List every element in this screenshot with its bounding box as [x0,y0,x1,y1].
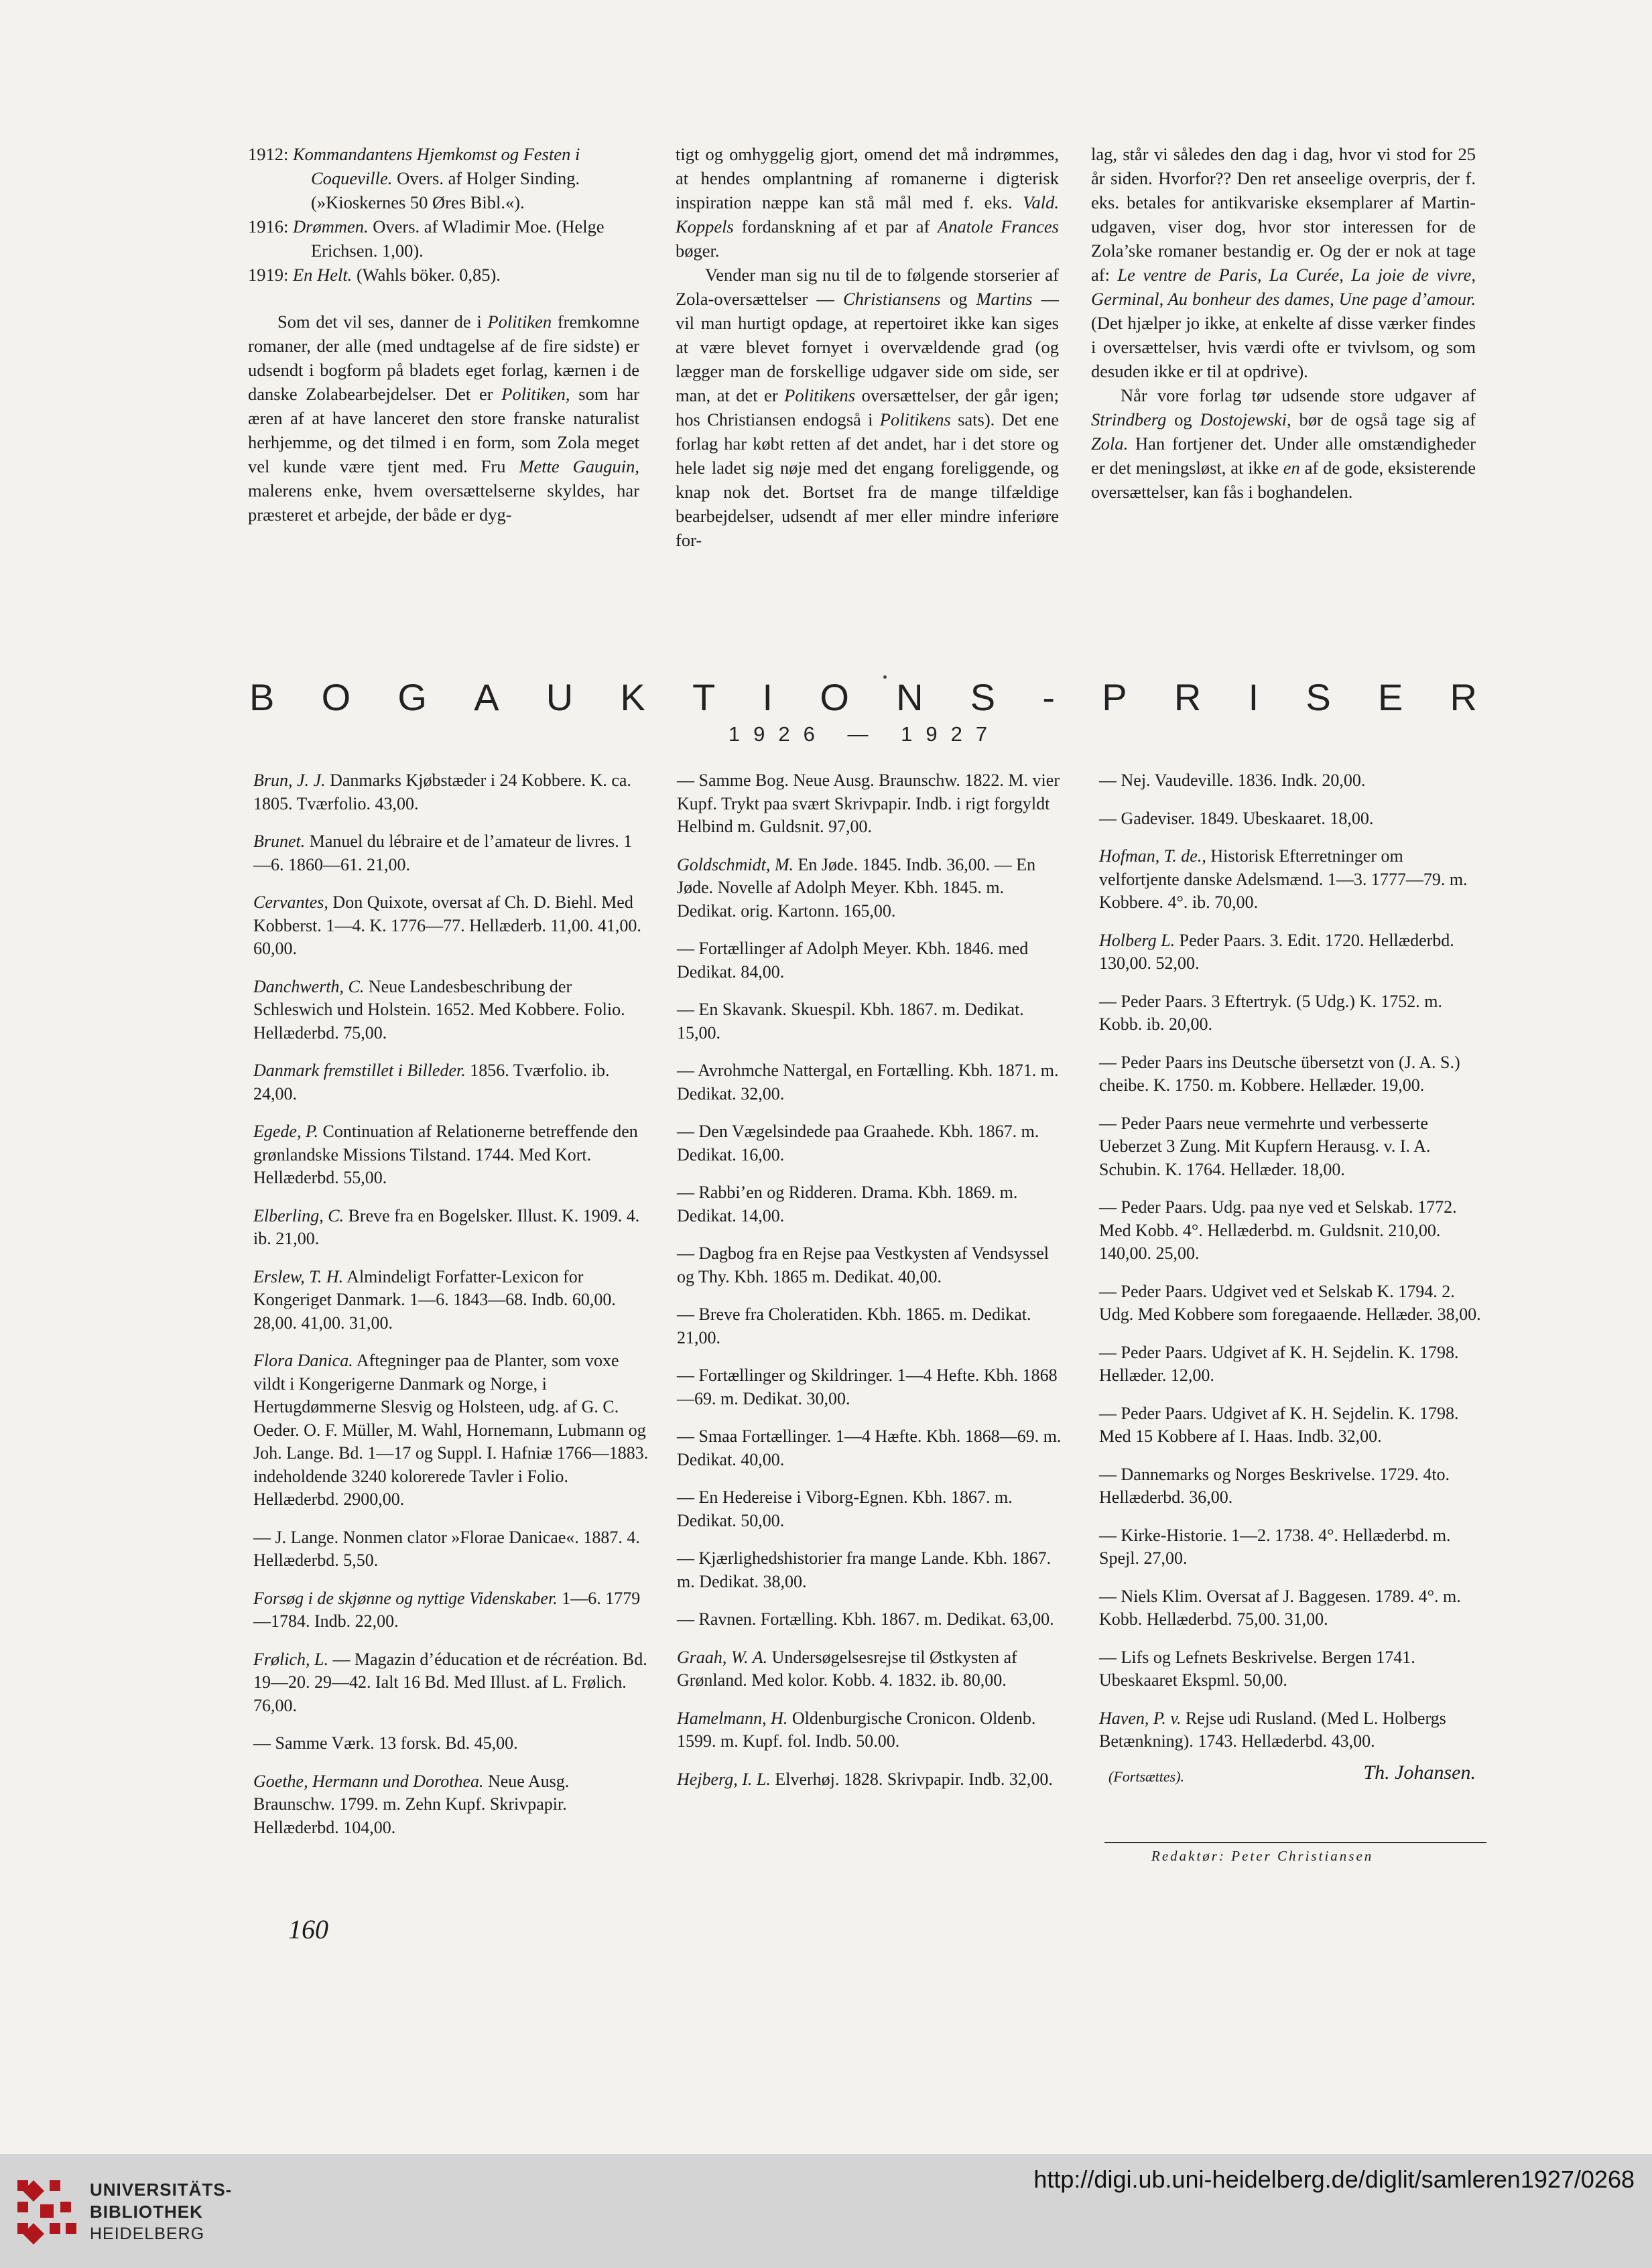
auction-entry [677,1486,1067,1532]
section-title [249,674,1477,721]
text-run: som har æren af at have lanceret den store franske naturalist herhjemme, og det tilmed i en form, som Zola meget vel kunde være tjent med. Fru [248,384,639,476]
entry-author: Goethe, Hermann und Dorothea. [253,1771,484,1791]
italic-text: en [1283,458,1300,478]
entry-details: — Peder Paars ins Deutsche übersetzt von (J. A. S.) cheibe. K. 1750. m. Kobbere. Hellæder. 19,00. [1099,1052,1460,1095]
auction-entry [1099,1051,1482,1097]
title-letter: E [1377,676,1403,718]
entry-details: — Nej. Vaudeville. 1836. Indk. 20,00. [1099,771,1366,790]
auction-entry [1099,1280,1482,1327]
auction-entry [1099,1402,1482,1449]
auction-entry [677,1425,1067,1471]
entry-details: — Fortællinger og Skildringer. 1—4 Hefte. Kbh. 1868—69. m. Dedikat. 30,00. [677,1365,1058,1408]
text-run: Som det vil ses, danner de i [277,312,488,332]
text-run: lag, står vi således den dag i dag, hvor vi stod for 25 år siden. Hvorfor?? Den ret anseelige overpris, der f. eks. betales for antikvariske eksemplarer af Martin-udgaven, viser dog, hvor stor interessen for de Zola’ske romaner bestandig er. Og der er nok at tage af: [1091,144,1476,285]
entry-details: — Rabbi’en og Ridderen. Drama. Kbh. 1869. m. Dedikat. 14,00. [677,1183,1018,1225]
entry-details: — En Hedereise i Viborg-Egnen. Kbh. 1867. m. Dedikat. 50,00. [677,1487,1013,1530]
entry-details: Breve fra en Bogelsker. Illust. K. 1909. 4. ib. 21,00. [253,1205,640,1248]
auction-entry [677,1242,1067,1288]
title-letter: I [1248,676,1259,718]
entry-year: 1919: [248,265,293,285]
entry-details: — Dannemarks og Norges Beskrivelse. 1729. 4to. Hellæderbd. 36,00. [1099,1464,1450,1507]
text-run: bør de også tage sig af [1291,409,1476,429]
italic-text: Strindberg [1091,409,1167,429]
auction-entry [1099,1585,1482,1631]
entry-details: — J. Lange. Nonmen clator »Florae Danicae«. 1887. 4. Hellæderbd. 5,50. [253,1527,640,1570]
entry-details: — Breve fra Choleratiden. Kbh. 1865. m. Dedikat. 21,00. [677,1305,1031,1347]
page-number: 160 [288,1914,328,1944]
text-run: Vender man sig nu til de to følgende storserier af Zola-oversættelser — [676,265,1059,309]
entry-details: — Den Vægelsindede paa Graahede. Kbh. 1867. m. Dedikat. 16,00. [677,1122,1039,1164]
auction-entry [1099,1341,1482,1388]
entry-details: — Peder Paars. 3 Eftertryk. (5 Udg.) K. 1752. m. Kobb. ib. 20,00. [1099,991,1442,1034]
italic-text: Le ventre de Paris, La Curée, La joie de vivre, Germinal, Au bonheur des dames, Une page d’amour. [1091,265,1476,309]
author-signature: Th. Johansen. [1363,1761,1476,1784]
paragraph [248,310,639,527]
entry-details: — Niels Klim. Oversat af J. Baggesen. 1789. 4°. m. Kobb. Hellæderbd. 75,00. 31,00. [1099,1586,1461,1629]
entry-details: — Kjærlighedshistorier fra mange Lande. Kbh. 1867. m. Dedikat. 38,00. [677,1548,1052,1591]
auction-entry [677,1768,1067,1792]
entry-details: — Smaa Fortællinger. 1—4 Hæfte. Kbh. 1868—69. m. Dedikat. 40,00. [677,1426,1062,1469]
entry-author: Cervantes, [253,892,328,912]
entry-details: Neue Landesbeschribung der Schleswich und Holstein. 1652. Med Kobbere. Folio. Hellæderbd. 75,00. [253,976,625,1043]
section-years: 1926 — 1927 [728,722,1001,746]
auction-entry [677,769,1067,839]
auction-entry [253,830,649,876]
entry-details: Danmarks Kjøbstæder i 24 Kobbere. K. ca. 1805. Tværfolio. 43,00. [253,771,631,813]
italic-text: Christiansens [842,289,941,309]
auction-entry [253,769,649,815]
entry-author: Erslew, T. H. [253,1266,344,1286]
italic-text: Anatole Frances [938,216,1059,237]
entry-title: Drømmen. [293,216,369,237]
library-name [90,2179,232,2245]
title-letter: A [474,676,499,718]
entry-details: — Gadeviser. 1849. Ubeskaaret. 18,00. [1099,808,1374,828]
text-run: og [1166,409,1200,429]
auction-entry [677,998,1067,1045]
auction-entry [1099,845,1482,915]
auction-entry [677,1120,1067,1166]
title-letter: G [397,676,427,718]
italic-text: Politikens [879,409,951,429]
title-letter: U [546,676,574,718]
auction-entry [1099,1524,1482,1571]
text-run: malerens enke, hvem oversættelserne skyldes, har præsteret et arbejde, der både er dyg- [248,480,639,525]
auction-entry [253,1059,649,1106]
entry-details: Don Quixote, oversat af Ch. D. Biehl. Med Kobberst. 1—4. K. 1776—77. Hellæderb. 11,00. 41,00. 60,00. [253,892,641,958]
auction-entry [677,1608,1067,1631]
auction-entry [677,1303,1067,1349]
entry-author: Egede, P. [253,1122,318,1141]
auction-entry [677,1059,1067,1106]
entry-details: — Peder Paars neue vermehrte und verbesserte Ueberzet 3 Zung. Mit Kupfern Herausg. v. I. A. Schubin. K. 1764. Hellæder. 18,00. [1099,1113,1431,1179]
title-letter: S [970,676,996,718]
entry-author: Flora Danica. [253,1351,353,1370]
italic-text: Politiken [487,312,552,332]
italic-text: Vald. Koppels [676,192,1059,237]
library-logo-icon [13,2175,80,2249]
auction-entry [1099,990,1482,1037]
title-letter: I [762,676,773,718]
auction-list-column-2 [677,769,1067,1806]
title-letter: N [896,676,924,718]
paragraph [1091,383,1476,504]
entry-title: Kommandantens Hjemkomst og Festen i Coqueville. [293,144,580,188]
editor-line: Redaktør: Peter Christiansen [1151,1848,1374,1864]
entry-details: — Ravnen. Fortælling. Kbh. 1867. m. Dedikat. 63,00. [677,1609,1054,1629]
text-run: fordanskning af et par af [733,216,938,237]
text-run: af de gode, eksisterende oversættelser, kan fås i boghandelen. [1091,458,1476,502]
entry-author: Hamelmann, H. [677,1708,788,1728]
title-letter: K [620,676,645,718]
auction-entry [1099,1196,1482,1266]
text-run: oversættelser, der går igen; hos Christiansen endogså i [676,385,1059,429]
entry-author: Haven, P. v. [1099,1708,1182,1728]
italic-text: Mette Gauguin, [519,456,640,476]
auction-entry [253,1526,649,1573]
auction-entry [1099,1112,1482,1182]
text-run: Når vore forlag tør udsende store udgaver af [1121,385,1476,405]
title-letter: - [1042,676,1056,718]
entry-details: Aftegninger paa de Planter, som voxe vildt i Kongerigerne Danmark og Norge, i Hertugdømmerne Slesvig og Holsteen, udg. af G. C. Oeder. O. F. Müller, M. Wahl, Hornemann, Lubmann og Joh. Lange. Bd. 1—17 og Suppl. I. Hafniæ 1766—1883. indeholdende 3240 kolorerede Tavler i Folio. Hellæderbd. 2900,00. [253,1351,649,1509]
auction-entry [253,891,649,961]
entry-author: Elberling, C. [253,1205,344,1225]
entry-details: Oldenburgische Cronicon. Oldenb. 1599. m. Kupf. fol. Indb. 50.00. [677,1708,1036,1751]
entry-details: — Samme Værk. 13 forsk. Bd. 45,00. [253,1733,518,1753]
translation-list [248,142,639,287]
editor-rule [1104,1842,1486,1843]
title-letter: R [1450,676,1477,718]
title-letter: T [692,676,716,718]
italic-text: Martins [976,289,1033,309]
auction-entry [253,1266,649,1335]
entry-author: Danmark fremstillet i Billeder. [253,1061,466,1080]
translation-entry [248,214,639,263]
text-run: (Det hjælper jo ikke, at enkelte af disse værker findes i oversættelser, hvis værdi ofte er tvivlsom, og som desuden ikke er til at opdrive). [1091,313,1476,381]
italic-text: Zola. [1091,433,1129,454]
auction-entry [253,976,649,1045]
auction-entry [253,1732,649,1755]
continued-note: (Fortsættes). [1108,1767,1185,1785]
title-letter: P [1102,676,1127,718]
entry-author: Forsøg i de skjønne og nyttige Videnskaber. [253,1588,558,1608]
auction-list-column-1 [253,769,649,1854]
title-letter: B [249,676,275,718]
title-letter: S [1306,676,1331,718]
source-url-link[interactable]: http://digi.ub.uni-heidelberg.de/diglit/samleren1927/0268 [1033,2165,1635,2193]
entry-title: En Helt. [293,265,353,285]
auction-entry [253,1120,649,1190]
auction-entries [1099,769,1482,1753]
text-run: tigt og omhyggelig gjort, omend det må indrømmes, at hendes omplantning af romanerne i digterisk inspiration næppe kan stå mål med f. eks. [676,144,1059,212]
entry-details: Elverhøj. 1828. Skrivpapir. Indb. 32,00. [770,1769,1053,1789]
auction-entry [253,1205,649,1251]
entry-details: — Peder Paars. Udg. paa nye ved et Selskab. 1772. Med Kobb. 4°. Hellæderbd. m. Guldsnit. 210,00. 140,00. 25,00. [1099,1197,1457,1263]
entry-details: — Peder Paars. Udgivet ved et Selskab K. 1794. 2. Udg. Med Kobbere som foregaaende. Hellæder. 38,00. [1099,1281,1481,1324]
entry-details: — Peder Paars. Udgivet af K. H. Sejdelin. K. 1798. Med 15 Kobbere af I. Haas. Indb. 32,00. [1099,1403,1459,1446]
entry-details: En Jøde. 1845. Indb. 36,00. — En Jøde. Novelle af Adolph Meyer. Kbh. 1845. m. Dedikat. orig. Kartonn. 165,00. [677,854,1036,921]
entry-details: (Wahls böker. 0,85). [352,265,501,285]
entry-year: 1916: [248,216,293,237]
text-run: — vil man hurtigt opdage, at repertoiret ikke kan siges at være blevet fornyet i overvældende grad (og lægger man de forskellige udgaver side om side, ser man, at det er [676,289,1060,405]
entry-details: — Avrohmche Nattergal, en Fortælling. Kbh. 1871. m. Dedikat. 32,00. [677,1061,1059,1104]
entry-details: Peder Paars. 3. Edit. 1720. Hellæderbd. 130,00. 52,00. [1099,930,1454,973]
paragraph [676,142,1059,263]
text-run: Han fortjener det. Under alle omstændigheder er det meningsløst, at ikke [1091,433,1476,478]
entry-author: Goldschmidt, M. [677,854,794,874]
entry-details: Continuation af Relationerne betreffende den grønlandske Missions Tilstand. 1744. Med Kort. Hellæderbd. 55,00. [253,1122,638,1187]
auction-entry [1099,929,1482,976]
title-letter: R [1173,676,1202,718]
entry-year: 1912: [248,144,293,164]
text-run: sats). Det ene forlag har købt retten af det andet, har i det store og hele ladet sig nøje med det engang foreliggende, og knap nok det. Bortset fra de mange tilfældige bearbejdelser, udsendt af mer eller mindre inferiøre for- [676,409,1059,550]
auction-entry [1099,769,1482,793]
auction-entry [253,1587,649,1633]
paragraph [676,263,1059,552]
entry-details: 1856. Tværfolio. ib. 24,00. [253,1061,610,1104]
entry-author: Brun, J. J. [253,771,326,790]
translation-entry [248,142,639,214]
entry-author: Frølich, L. [253,1649,328,1669]
entry-details: Historisk Efterretninger om velfortjente danske Adelsmænd. 1—3. 1777—79. m. Kobbere. 4°. ib. 70,00. [1099,846,1468,912]
entry-details: — Lifs og Lefnets Beskrivelse. Bergen 1741. Ubeskaaret Ekspml. 50,00. [1099,1647,1415,1690]
text-run: fremkomne romaner, der alle (med undtagelse af de fire sidste) er udsendt i bogform på bladets eget forlag, kærnen i de danske Zolabearbejdelser. Det er [248,312,640,404]
entry-details: Manuel du lébraire et de l’amateur de livres. 1—6. 1860—61. 21,00. [253,831,633,874]
text-run: og [940,289,976,309]
title-letter: O [820,676,849,718]
entry-details: Rejse udi Rusland. (Med L. Holbergs Betænkning). 1743. Hellæderbd. 43,00. [1099,1708,1446,1751]
entry-author: Hofman, T. de., [1099,846,1206,866]
entry-details: Undersøgelsesrejse til Østkysten af Grønland. Med kolor. Kobb. 4. 1832. ib. 80,00. [677,1647,1017,1690]
auction-entry [1099,1463,1482,1510]
entry-details: — Peder Paars. Udgivet af K. H. Sejdelin. K. 1798. Hellæder. 12,00. [1099,1342,1459,1385]
entry-author: Hejberg, I. L. [677,1769,771,1789]
auction-entry [677,1181,1067,1227]
entry-details: Overs. af Holger Sinding. (»Kioskernes 50 Øres Bibl.«). [311,168,580,212]
library-name-line2: BIBLIOTHEK [90,2202,203,2222]
italic-text: Politikens [784,385,856,405]
auction-entry [1099,807,1482,831]
auction-entry [253,1349,649,1512]
entry-author: Graah, W. A. [677,1647,768,1667]
auction-entry [677,1547,1067,1593]
auction-entry [677,937,1067,984]
entry-details: — Kirke-Historie. 1—2. 1738. 4°. Hellæderbd. m. Spejl. 27,00. [1099,1525,1451,1568]
entry-details: Neue Ausg. Braunschw. 1799. m. Zehn Kupf. Skrivpapir. Hellæderbd. 104,00. [253,1771,570,1837]
auction-entry [677,1646,1067,1692]
auction-entry [677,1364,1067,1410]
auction-entry [677,1707,1067,1753]
column-2 [676,142,1059,552]
signature-line [1099,1763,1482,1790]
library-name-line3: HEIDELBERG [90,2224,205,2243]
paragraph [1091,142,1476,383]
entry-author: Brunet. [253,831,306,851]
entry-details: — Dagbog fra en Rejse paa Vestkysten af Vendsyssel og Thy. Kbh. 1865 m. Dedikat. 40,00. [677,1244,1050,1286]
entry-details: Overs. af Wladimir Moe. (Helge Erichsen. 1,00). [311,216,605,261]
entry-details: — Magazin d’éducation et de récréation. Bd. 19—20. 29—42. Ialt 16 Bd. Med Illust. af L. Frølich. 76,00. [253,1649,647,1715]
auction-entry [1099,1646,1482,1692]
auction-list-column-3 [1099,769,1482,1790]
entry-details: — Fortællinger af Adolph Meyer. Kbh. 1846. med Dedikat. 84,00. [677,939,1029,982]
library-name-line1: UNIVERSITÄTS- [90,2180,233,2200]
title-letter: O [321,676,351,718]
column-3 [1091,142,1476,504]
column-1 [248,142,639,527]
auction-entry [677,854,1067,923]
text-run: bøger. [676,241,720,261]
entry-details: — En Skavank. Skuespil. Kbh. 1867. m. Dedikat. 15,00. [677,1000,1024,1043]
entry-details: — Samme Bog. Neue Ausg. Braunschw. 1822. M. vier Kupf. Trykt paa svært Skrivpapir. Indb. i rigt forgyldt Helbind m. Guldsnit. 97,00. [677,771,1060,836]
entry-details: 1—6. 1779—1784. Indb. 22,00. [253,1588,641,1631]
auction-entry [253,1648,649,1718]
auction-entry [253,1770,649,1840]
auction-entry [1099,1707,1482,1753]
entry-author: Holberg L. [1099,930,1176,950]
italic-text: Politiken, [501,384,570,404]
entry-author: Danchwerth, C. [253,976,365,996]
entry-details: Almindeligt Forfatter-Lexicon for Kongeriget Danmark. 1—6. 1843—68. Indb. 60,00. 28,00. 41,00. 31,00. [253,1266,616,1333]
italic-text: Dostojewski, [1200,409,1291,429]
translation-entry [248,263,639,287]
